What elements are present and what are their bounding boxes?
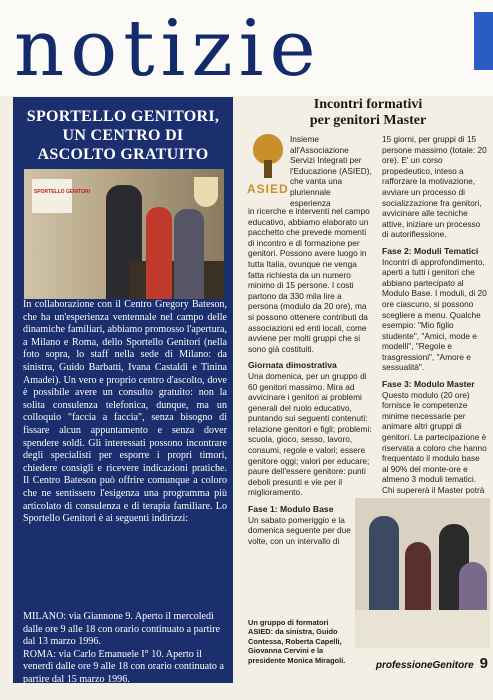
photo-person-1 <box>369 516 399 610</box>
photo-person-woman-grey <box>174 209 204 299</box>
photo-lamp <box>194 177 218 207</box>
tree-trunk <box>264 160 272 178</box>
article-col2-top: 15 giorni, per gruppi di 15 persone massimo (totale: 20 ore). E' un corso propedeutico, inteso a rafforzare la motivazione, avviare un processo di socializzazione fra genitori, avvicinare alle tecniche attive, iniziare un processo di autoriflessione. <box>382 134 487 240</box>
photo-table <box>355 610 490 648</box>
article-intro-text: Insieme all'Associazione Servizi Integrati per l'Educazione (ASIED), che vanta una pluriennale esperienza <box>290 134 372 208</box>
address-roma: ROMA: via Carlo Emanuele I° 10. Aperto il venerdì dalle ore 9 alle 18 con orario continuato a partire dal 15 marzo 1996. <box>23 648 224 685</box>
article-column-1 <box>248 206 372 546</box>
fase3-text: Questo modulo (20 ore) fornisce le competenze minime necessarie per animare altri gruppi di genitori. La partecipazione è riservata a coloro che hanno frequentato il modulo base al 90% del monte-ore e almeno 3 moduli tematici. Chi supererà il Master potrà <box>382 389 487 495</box>
fase1-text: Un sabato pomeriggio e la domenica seguente per due volte, con un intervallo di <box>248 514 351 546</box>
panel-addresses <box>23 611 227 687</box>
photo-poster <box>32 179 72 213</box>
asied-logo <box>247 134 289 204</box>
section-title: notizie <box>14 4 322 94</box>
article-title-line2: per genitori Master <box>309 113 427 128</box>
page-number: 9 <box>479 655 488 672</box>
asied-group-photo <box>355 498 490 648</box>
staff-photo <box>24 169 224 299</box>
sportello-genitori-panel <box>13 97 233 683</box>
panel-body <box>23 299 227 526</box>
fase1-heading: Fase 1: Modulo Base <box>248 504 334 515</box>
panel-title-line3: ASCOLTO GRATUITO <box>37 146 209 163</box>
photo-person-2 <box>405 542 431 610</box>
giornata-heading: Giornata dimostrativa <box>248 360 337 371</box>
panel-body-text: In collaborazione con il Centro Gregory Bateson, che ha un'esperienza ventennale nel campo delle dinamiche familiari, abbiamo promosso l'apertura, a Milano e Roma, dello Sportello Genitori (nella foto sopra, lo staff nella sede di Milano: da sinistra, Guido Barbatti, Ivana Castaldi e Tinina Amadei). Un vero e proprio centro d'ascolto, dove è possibile avere un consulto gratuito: non la solita consulenza telefonica, dunque, ma un colloquio "faccia a faccia", senza bisogno di fissare alcun appuntamento e senza dover spendere soldi. Gli interessati possono incontrare degli specialisti per esporre i propri timori, chiedere consigli e ricevere indicazioni pratiche. Il Centro Bateson può offrire comunque a coloro che ne sentissero l'esigenza una programma più articolato di consulenza e di terapia familiare. Lo Sportello Genitori è ai seguenti indirizzi: <box>23 299 227 525</box>
photo-poster-text: SPORTELLO GENITORI <box>34 189 91 195</box>
photo-person-woman-red <box>146 207 172 299</box>
panel-title-line2: UN CENTRO DI <box>62 127 184 144</box>
panel-title <box>19 107 227 164</box>
address-milano: MILANO: via Giannone 9. Aperto il mercoledì dalle ore 9 alle 18 con orario continuato a partire dal 13 marzo 1996. <box>23 611 221 648</box>
magazine-brand: professioneGenitore <box>375 660 474 671</box>
page-header <box>0 0 493 96</box>
fase3-heading: Fase 3: Modulo Master <box>382 379 475 390</box>
asied-logo-text: ASIED <box>247 182 289 196</box>
panel-title-line1: SPORTELLO GENITORI, <box>26 108 220 125</box>
article-intro <box>290 134 372 208</box>
fase2-heading: Fase 2: Moduli Tematici <box>382 245 479 256</box>
photo-person-4 <box>459 562 487 610</box>
photo-caption: Un gruppo di formatori ASIED: da sinistra, Guido Contessa, Roberta Capelli, Giovanna Cervini e la presidente Monica Miragoli. <box>248 618 346 665</box>
article-title <box>248 97 488 129</box>
article-col1-body: in ricerche e interventi nel campo educativo, abbiamo elaborato un pacchetto che prevede momenti di incontro e di formazione per genitori. Possono avere luogo in tutta Italia, ovunque ne venga fatta richiesta da un numero minimo di 15 persone. I costi partono da 330 mila lire a persona (modulo da 20 ore), ma si possono ottenere contributi da associazioni ed enti locali, come avviene per molti gruppi che si sono già costituiti. <box>248 206 370 354</box>
giornata-text: Una domenica, per un gruppo di 60 genitori massimo. Mira ad avvicinare i genitori ai problemi generali del ruolo educativo, puntando sui seguenti contenuti: relazione genitori e figli; problemi: scuola, gioco, sesso, lavoro, consumi, regole e valori; essere genitore oggi; valori per educare; paure dell'essere genitore: punti deboli presunti e vie per il miglioramento. <box>248 370 372 498</box>
page-footer <box>363 655 488 673</box>
side-tab <box>474 12 493 70</box>
fase2-text: Incontri di approfondimento, aperti a tutti i genitori che abbiano partecipato al Modulo Base. I moduli, di 20 ore ciascuno, si possono scegliere a menu. Qualche esempio: "Mio figlio studente", "Amici, mode e modelli", "Regole e trasgressioni", "Amore e sessualità". <box>382 256 487 373</box>
article-column-2 <box>382 134 487 538</box>
article-title-line1: Incontri formativi <box>313 97 423 112</box>
